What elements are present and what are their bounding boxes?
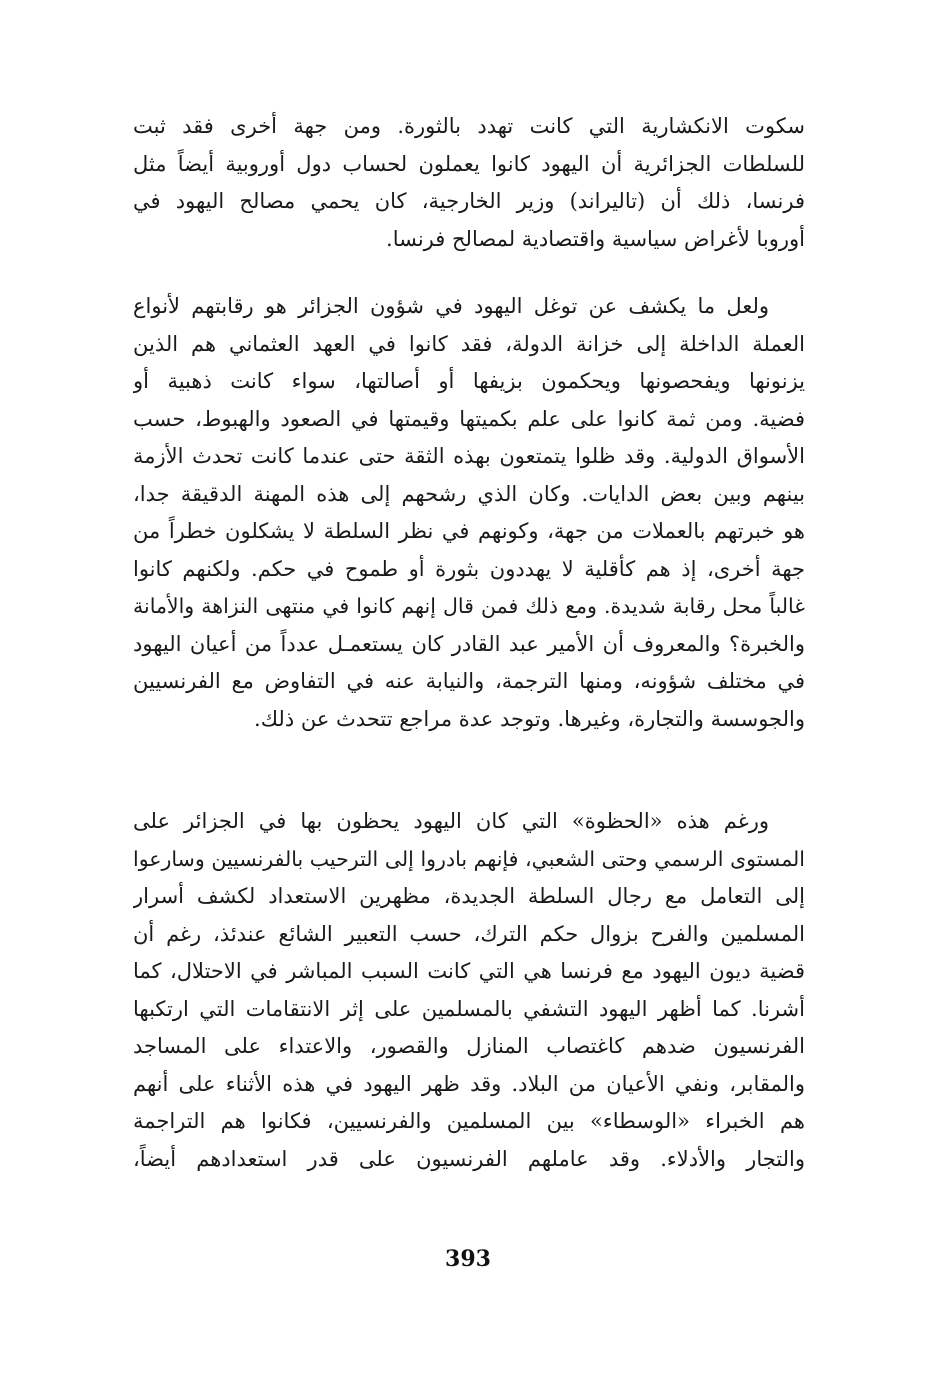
paragraph-3: [133, 803, 805, 1178]
text-line: بينهم وبين بعض الدايات. وكان الذي رشحهم إلى هذه المهنة الدقيقة جدا،: [133, 481, 805, 506]
text-line: ورغم هذه «الحظوة» التي كان اليهود يحظون بها في الجزائر على: [133, 809, 769, 833]
text-line: والجوسسة والتجارة، وغيرها. وتوجد عدة مراجع تتحدث عن ذلك.: [254, 706, 805, 731]
text-line: والتجار والأدلاء. وقد عاملهم الفرنسيون على قدر استعدادهم أيضاً،: [133, 1146, 805, 1171]
text-line: والمقابر، ونفي الأعيان من البلاد. وقد ظهر اليهود في هذه الأثناء على أنهم: [133, 1071, 805, 1096]
page-number: 393: [445, 1246, 491, 1272]
text-line: ولعل ما يكشف عن توغل اليهود في شؤون الجزائر هو رقابتهم لأنواع: [133, 294, 769, 318]
paragraph-1: [133, 108, 805, 258]
text-line: جهة أخرى، إذ هم كأقلية لا يهددون بثورة أو طموح في حكم. ولكنهم كانوا: [133, 556, 805, 581]
text-line: هم الخبراء «الوسطاء» بين المسلمين والفرنسيين، فكانوا هم التراجمة: [133, 1109, 805, 1133]
text-line: فضية. ومن ثمة كانوا على علم بكميتها وقيمتها في الصعود والهبوط، حسب: [133, 406, 805, 431]
text-line: الأسواق الدولية. وقد ظلوا يتمتعون بهذه الثقة حتى عندما كانت تحدث الأزمة: [133, 444, 805, 468]
text-line: إلى التعامل مع رجال السلطة الجديدة، مظهرين الاستعداد لكشف أسرار: [133, 884, 805, 908]
text-line: فرنسا، ذلك أن (تاليراند) وزير الخارجية، كان يحمي مصالح اليهود في: [133, 189, 805, 213]
text-line: هو خبرتهم بالعملات من جهة، وكونهم في نظر السلطة لا يشكلون خطراً من: [133, 519, 805, 543]
text-line: يزنونها ويفحصونها ويحكمون بزيفها أو أصالتها، سواء كانت ذهبية أو: [133, 369, 805, 393]
text-line: غالباً محل رقابة شديدة. ومع ذلك فمن قال إنهم كانوا في منتهى النزاهة والأمانة: [133, 594, 805, 618]
text-line: العملة الداخلة إلى خزانة الدولة، فقد كانوا في العهد العثماني هم الذين: [133, 331, 805, 356]
text-line: قضية ديون اليهود مع فرنسا هي التي كانت السبب المباشر في الاحتلال، كما: [133, 959, 805, 983]
text-line: المستوى الرسمي وحتى الشعبي، فإنهم بادروا إلى الترحيب بالفرنسيين وسارعوا: [133, 846, 805, 871]
text-line: أشرنا. كما أظهر اليهود التشفي بالمسلمين على إثر الانتقامات التي ارتكبها: [133, 996, 805, 1021]
text-line: في مختلف شؤونه، ومنها الترجمة، والنيابة عنه في التفاوض مع الفرنسيين: [133, 669, 805, 693]
text-line: المسلمين والفرح بزوال حكم الترك، حسب التعبير الشائع عندئذ، رغم أن: [133, 921, 805, 946]
text-line: الفرنسيون ضدهم كاغتصاب المنازل والقصور، والاعتداء على المساجد: [133, 1034, 805, 1058]
text-line: والخبرة؟ والمعروف أن الأمير عبد القادر كان يستعمـل عدداً من أعيان اليهود: [133, 631, 805, 656]
text-line: أوروبا لأغراض سياسية واقتصادية لمصالح فرنسا.: [386, 226, 805, 251]
text-line: سكوت الانكشارية التي كانت تهدد بالثورة. ومن جهة أخرى فقد ثبت: [133, 114, 805, 138]
text-line: للسلطات الجزائرية أن اليهود كانوا يعملون لحساب دول أوروبية أيضاً مثل: [133, 151, 805, 176]
paragraph-2: [133, 288, 805, 738]
